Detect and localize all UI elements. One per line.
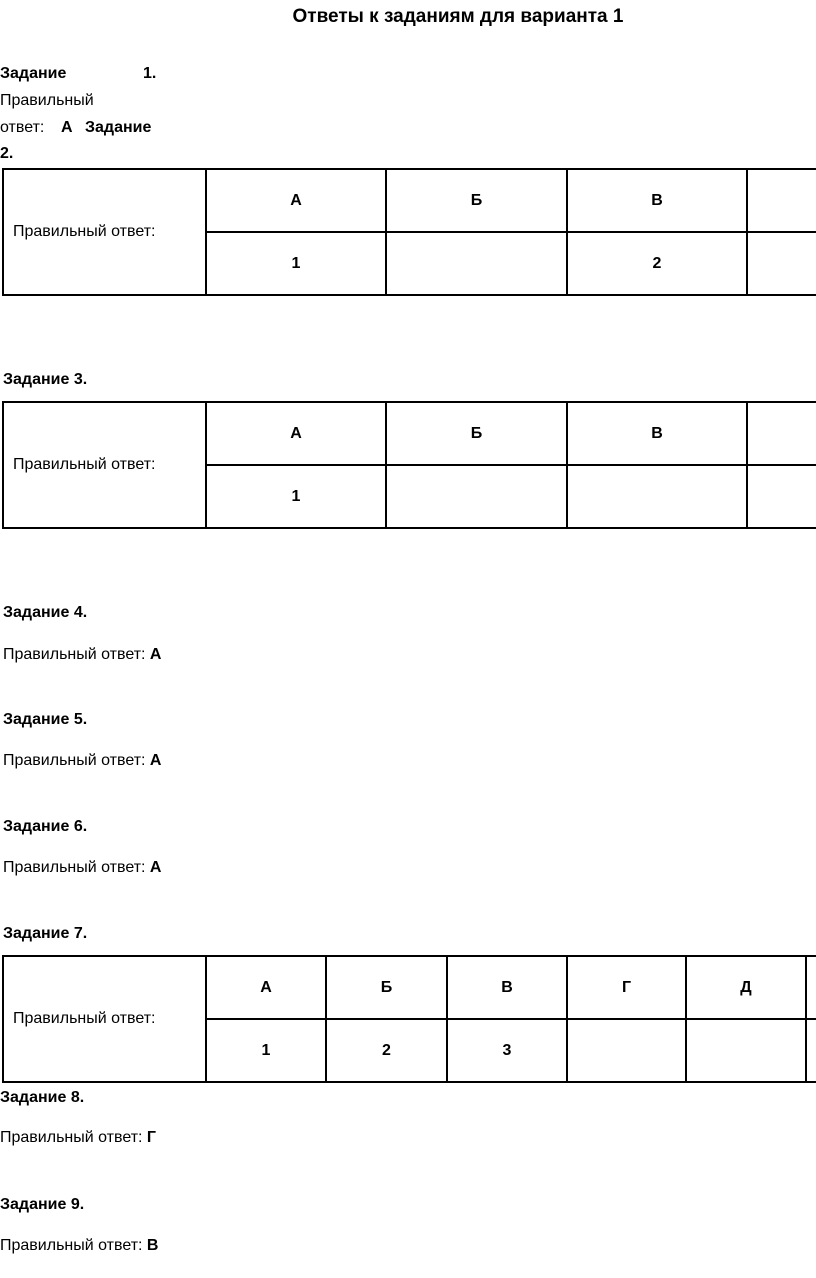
task5-heading: Задание 5. (3, 711, 88, 728)
task3-answer-table (2, 401, 816, 529)
task3-heading: Задание 3. (3, 371, 88, 388)
task2-value-cell: 1 (206, 232, 386, 295)
task1-answer-line1: Правильный (0, 92, 94, 109)
task7-row-label: Правильный ответ: (3, 956, 206, 1082)
task4-answer-prefix: Правильный ответ: (3, 646, 146, 663)
task9-answer-value: В (146, 1237, 159, 1254)
task4-answer-value: А (149, 646, 162, 663)
task8-answer-prefix: Правильный ответ: (0, 1129, 143, 1146)
task3-header-cell (747, 402, 816, 465)
task1-heading-word: Задание (0, 65, 67, 82)
task2-answer-table (2, 168, 816, 296)
task2-value-cell (386, 232, 567, 295)
task9-heading: Задание 9. (0, 1196, 85, 1213)
task6-answer-prefix: Правильный ответ: (3, 859, 146, 876)
task7-header-cell: Г (567, 956, 686, 1019)
task5-answer-prefix: Правильный ответ: (3, 752, 146, 769)
task8-heading: Задание 8. (0, 1089, 85, 1106)
task6-heading: Задание 6. (3, 818, 88, 835)
task6-answer-value: А (149, 859, 162, 876)
task7-header-cell (806, 956, 816, 1019)
task2-header-cell: Б (386, 169, 567, 232)
task7-value-cell: 1 (206, 1019, 326, 1082)
task1-heading-num: 1. (143, 65, 157, 82)
task8-answer-value: Г (146, 1129, 156, 1146)
task7-answer-table (2, 955, 816, 1083)
task7-header-cell: Д (686, 956, 806, 1019)
task1-answer-prefix: ответ: (0, 119, 45, 136)
task2-header-cell: А (206, 169, 386, 232)
task2-heading-num: 2. (0, 145, 14, 162)
task2-value-cell (747, 232, 816, 295)
task7-heading: Задание 7. (3, 925, 88, 942)
task3-value-cell (386, 465, 567, 528)
task7-header-cell: Б (326, 956, 447, 1019)
task2-row-label: Правильный ответ: (3, 169, 206, 295)
task3-header-cell: В (567, 402, 747, 465)
task2-header-cell (747, 169, 816, 232)
task7-value-cell (567, 1019, 686, 1082)
task9-answer-prefix: Правильный ответ: (0, 1237, 143, 1254)
task3-header-cell: Б (386, 402, 567, 465)
task7-header-cell: А (206, 956, 326, 1019)
task7-value-cell (806, 1019, 816, 1082)
task7-value-cell (686, 1019, 806, 1082)
task1-answer-value: А (61, 119, 73, 136)
task7-value-cell: 2 (326, 1019, 447, 1082)
task4-heading: Задание 4. (3, 604, 88, 621)
task3-value-cell (747, 465, 816, 528)
task2-heading-word: Задание (85, 119, 152, 136)
task7-header-cell: В (447, 956, 567, 1019)
document-title: Ответы к заданиям для варианта 1 (292, 6, 624, 27)
task3-value-cell: 1 (206, 465, 386, 528)
task3-value-cell (567, 465, 747, 528)
task3-header-cell: А (206, 402, 386, 465)
task7-value-cell: 3 (447, 1019, 567, 1082)
task3-row-label: Правильный ответ: (3, 402, 206, 528)
task2-value-cell: 2 (567, 232, 747, 295)
task2-header-cell: В (567, 169, 747, 232)
task5-answer-value: А (149, 752, 162, 769)
